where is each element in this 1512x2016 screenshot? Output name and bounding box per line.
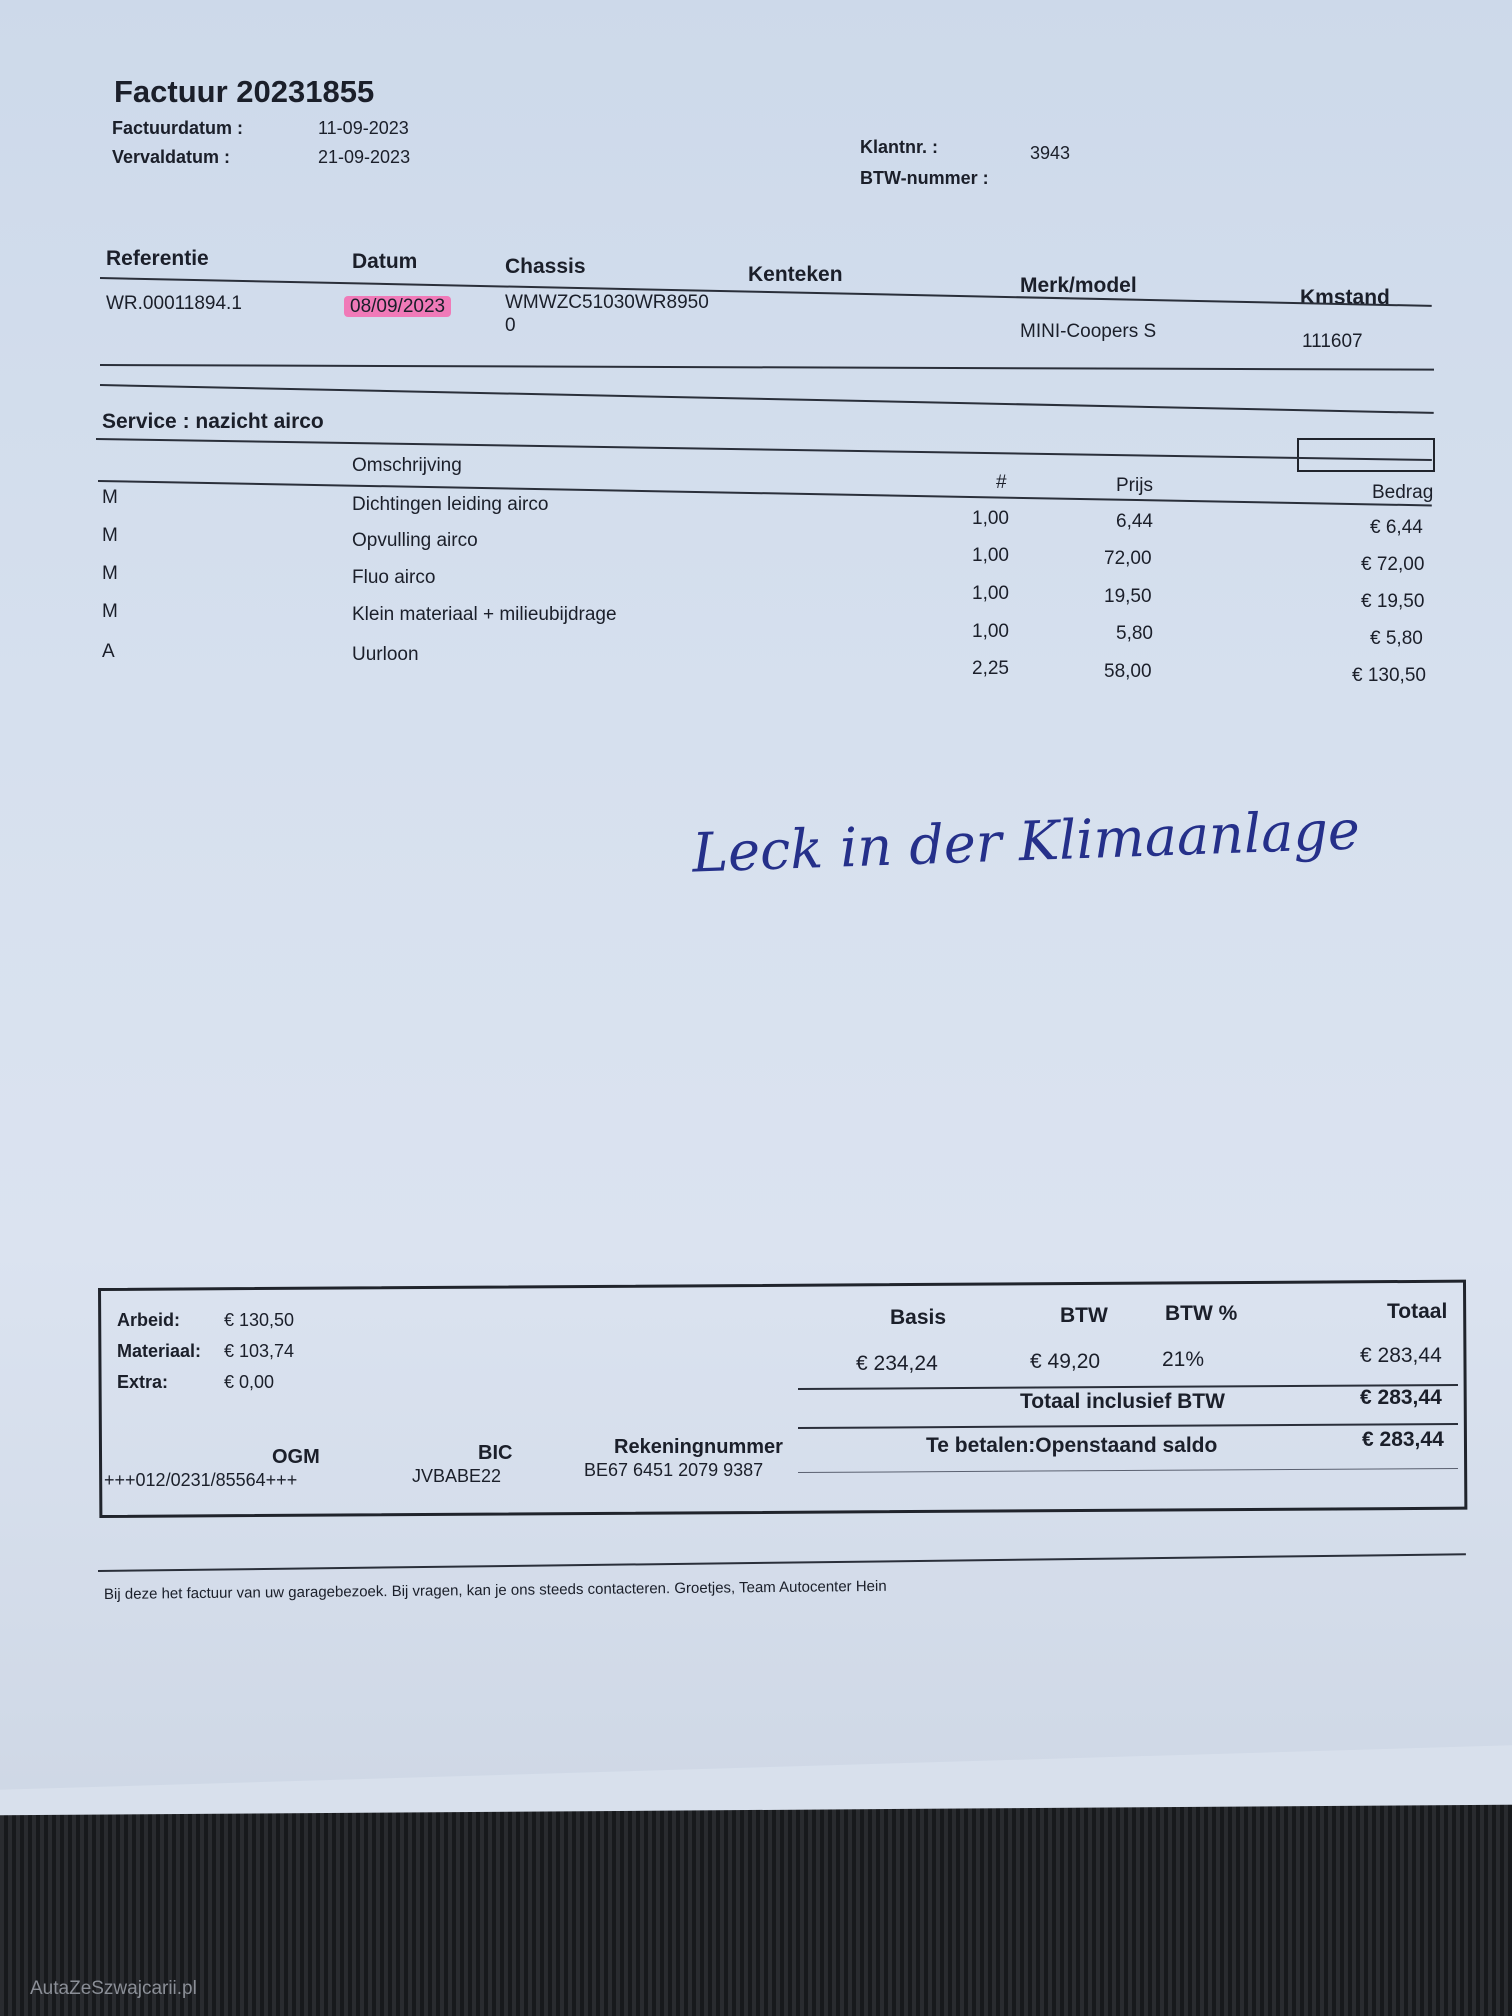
watermark: AutaZeSzwajcarii.pl bbox=[30, 1978, 197, 1999]
extra-label: Extra: bbox=[117, 1372, 169, 1392]
customer-number-label: Klantnr. : bbox=[860, 137, 939, 157]
handwritten-note: Leck in der Klimaanlage bbox=[691, 798, 1361, 885]
item-desc: Klein materiaal + milieubijdrage bbox=[352, 604, 617, 625]
km-value: 111607 bbox=[1302, 331, 1363, 352]
item-desc: Dichtingen leiding airco bbox=[352, 494, 549, 515]
item-type: A bbox=[102, 641, 115, 662]
item-type: M bbox=[102, 525, 118, 546]
incl-btw-value: € 283,44 bbox=[1360, 1386, 1442, 1409]
item-amount: € 5,80 bbox=[1370, 628, 1423, 649]
invoice-date-label: Factuurdatum : bbox=[112, 118, 244, 138]
item-amount: € 130,50 bbox=[1352, 665, 1426, 686]
item-amount: € 6,44 bbox=[1370, 517, 1423, 538]
materiaal-value: € 103,74 bbox=[224, 1341, 295, 1361]
vat-number-label: BTW-nummer : bbox=[860, 168, 989, 188]
item-qty: 1,00 bbox=[972, 621, 1009, 642]
chassis-line2: 0 bbox=[505, 315, 516, 336]
item-amount: € 72,00 bbox=[1361, 554, 1425, 575]
pay-label: Te betalen:Openstaand saldo bbox=[926, 1434, 1218, 1457]
item-qty: 1,00 bbox=[972, 583, 1009, 604]
col-chassis: Chassis bbox=[505, 255, 586, 278]
invoice-title: Factuur 20231855 bbox=[114, 74, 375, 109]
totaal-label: Totaal bbox=[1387, 1300, 1448, 1323]
iban-value: BE67 6451 2079 9387 bbox=[584, 1460, 764, 1480]
col-price: Prijs bbox=[1116, 475, 1153, 496]
footer-text: Bij deze het factuur van uw garagebezoek. Bij vragen, kan je ons steeds contacteren. Groetjes, Team Autocenter Hein bbox=[103, 1577, 887, 1603]
item-desc: Uurloon bbox=[352, 644, 419, 665]
item-price: 5,80 bbox=[1116, 623, 1153, 644]
basis-value: € 234,24 bbox=[856, 1352, 938, 1375]
reference-value: WR.00011894.1 bbox=[106, 293, 242, 314]
due-date-value: 21-09-2023 bbox=[318, 147, 411, 167]
materiaal-label: Materiaal: bbox=[117, 1341, 202, 1361]
item-type: M bbox=[102, 601, 118, 622]
col-km: Kmstand bbox=[1300, 286, 1390, 309]
col-description: Omschrijving bbox=[352, 455, 462, 476]
btw-pct-label: BTW % bbox=[1165, 1302, 1238, 1325]
summary-box bbox=[98, 1280, 1467, 1518]
col-date: Datum bbox=[352, 250, 418, 273]
bic-label: BIC bbox=[478, 1442, 513, 1464]
item-qty: 1,00 bbox=[972, 545, 1009, 566]
item-qty: 1,00 bbox=[972, 508, 1009, 529]
item-price: 72,00 bbox=[1104, 548, 1152, 569]
item-amount: € 19,50 bbox=[1361, 591, 1425, 612]
item-price: 58,00 bbox=[1104, 661, 1152, 682]
col-qty: # bbox=[996, 472, 1007, 493]
extra-value: € 0,00 bbox=[224, 1372, 275, 1392]
service-box bbox=[1297, 438, 1435, 472]
incl-btw-label: Totaal inclusief BTW bbox=[1020, 1390, 1225, 1413]
arbeid-label: Arbeid: bbox=[117, 1310, 180, 1330]
item-desc: Opvulling airco bbox=[352, 530, 478, 551]
totaal-value: € 283,44 bbox=[1360, 1344, 1442, 1367]
chassis-line1: WMWZC51030WR8950 bbox=[505, 292, 709, 313]
item-desc: Fluo airco bbox=[352, 567, 436, 588]
service-date-value: 08/09/2023 bbox=[344, 296, 451, 317]
invoice-date-value: 11-09-2023 bbox=[318, 118, 409, 138]
item-type: M bbox=[102, 487, 118, 508]
iban-label: Rekeningnummer bbox=[614, 1436, 783, 1458]
item-qty: 2,25 bbox=[972, 658, 1009, 679]
ogm-value: +++012/0231/85564+++ bbox=[104, 1470, 298, 1490]
due-date-label: Vervaldatum : bbox=[112, 147, 231, 167]
service-title: Service : nazicht airco bbox=[102, 410, 324, 433]
btw-pct-value: 21% bbox=[1162, 1348, 1205, 1371]
arbeid-value: € 130,50 bbox=[224, 1310, 295, 1330]
btw-value: € 49,20 bbox=[1030, 1350, 1101, 1373]
pay-value: € 283,44 bbox=[1362, 1428, 1444, 1451]
item-price: 6,44 bbox=[1116, 511, 1153, 532]
customer-number-value: 3943 bbox=[1030, 143, 1071, 163]
col-reference: Referentie bbox=[106, 247, 209, 270]
item-type: M bbox=[102, 563, 118, 584]
col-plate: Kenteken bbox=[748, 263, 843, 286]
col-model: Merk/model bbox=[1020, 274, 1137, 297]
ogm-label: OGM bbox=[272, 1446, 320, 1468]
col-amount: Bedrag bbox=[1372, 482, 1434, 503]
model-value: MINI-Coopers S bbox=[1020, 321, 1157, 342]
item-price: 19,50 bbox=[1104, 586, 1152, 607]
bic-value: JVBABE22 bbox=[412, 1466, 502, 1486]
btw-label: BTW bbox=[1060, 1304, 1108, 1327]
basis-label: Basis bbox=[890, 1306, 947, 1329]
